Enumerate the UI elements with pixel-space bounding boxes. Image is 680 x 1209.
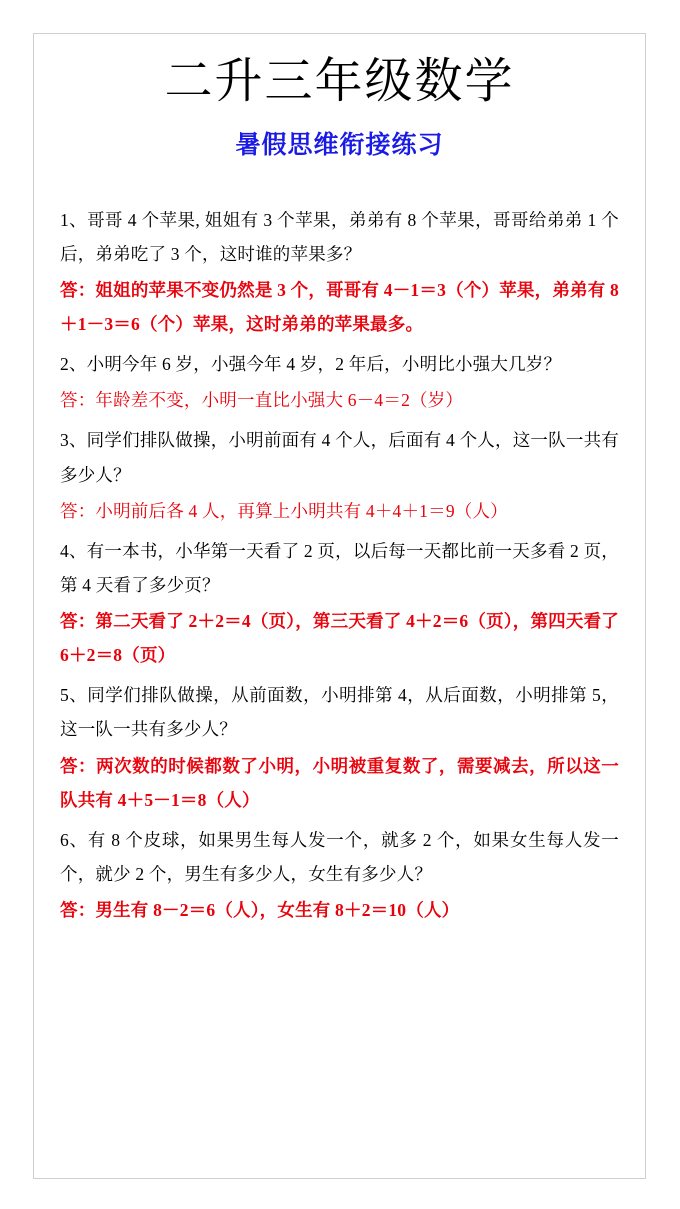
question-text: 1、哥哥 4 个苹果, 姐姐有 3 个苹果，弟弟有 8 个苹果，哥哥给弟弟 1 个后，弟弟吃了 3 个，这时谁的苹果多？ [60, 209, 619, 264]
page-inner [34, 34, 645, 927]
exercise-item [60, 347, 619, 417]
question-text: 3、同学们排队做操，小明前面有 4 个人，后面有 4 个人，这一队一共有多少人？ [60, 430, 619, 485]
exercise-item [60, 823, 619, 927]
exercise-item [60, 203, 619, 342]
question-text: 6、有 8 个皮球，如果男生每人发一个，就多 2 个，如果女生每人发一个，就少 2 个，男生有多少人，女生有多少人？ [60, 829, 619, 884]
page-subtitle: 暑假思维衔接练习 [235, 131, 444, 159]
question-text: 4、有一本书，小华第一天看了 2 页，以后每一天都比前一天多看 2 页，第 4 天看了多少页？ [60, 540, 619, 595]
exercise-item [60, 534, 619, 673]
answer-text: 答：男生有 8－2＝6（人），女生有 8＋2＝10（人） [60, 900, 460, 920]
question-text: 2、小明今年 6 岁，小强今年 4 岁，2 年后，小明比小强大几岁？ [60, 354, 562, 375]
question-text: 5、同学们排队做操，从前面数，小明排第 4，从后面数，小明排第 5，这一队一共有多少人？ [60, 685, 619, 740]
answer-text: 答：小明前后各 4 人，再算上小明共有 4＋4＋1＝9（人） [60, 500, 508, 521]
answer-text: 答：两次数的时候都数了小明，小明被重复数了，需要减去，所以这一队共有 4＋5－1＝8（人） [60, 755, 619, 810]
answer-text: 答：姐姐的苹果不变仍然是 3 个，哥哥有 4－1＝3（个）苹果，弟弟有 8＋1－3＝6（个）苹果，这时弟弟的苹果最多。 [60, 279, 619, 334]
page-title: 二升三年级数学 [164, 55, 515, 108]
answer-text: 答：年龄差不变，小明一直比小强大 6－4＝2（岁） [60, 390, 464, 411]
document-page [33, 33, 646, 1179]
exercise-item [60, 678, 619, 817]
answer-text: 答：第二天看了 2＋2＝4（页），第三天看了 4＋2＝6（页），第四天看了 6＋2＝8（页） [60, 611, 619, 666]
exercise-list [60, 203, 619, 928]
exercise-item [60, 423, 619, 527]
